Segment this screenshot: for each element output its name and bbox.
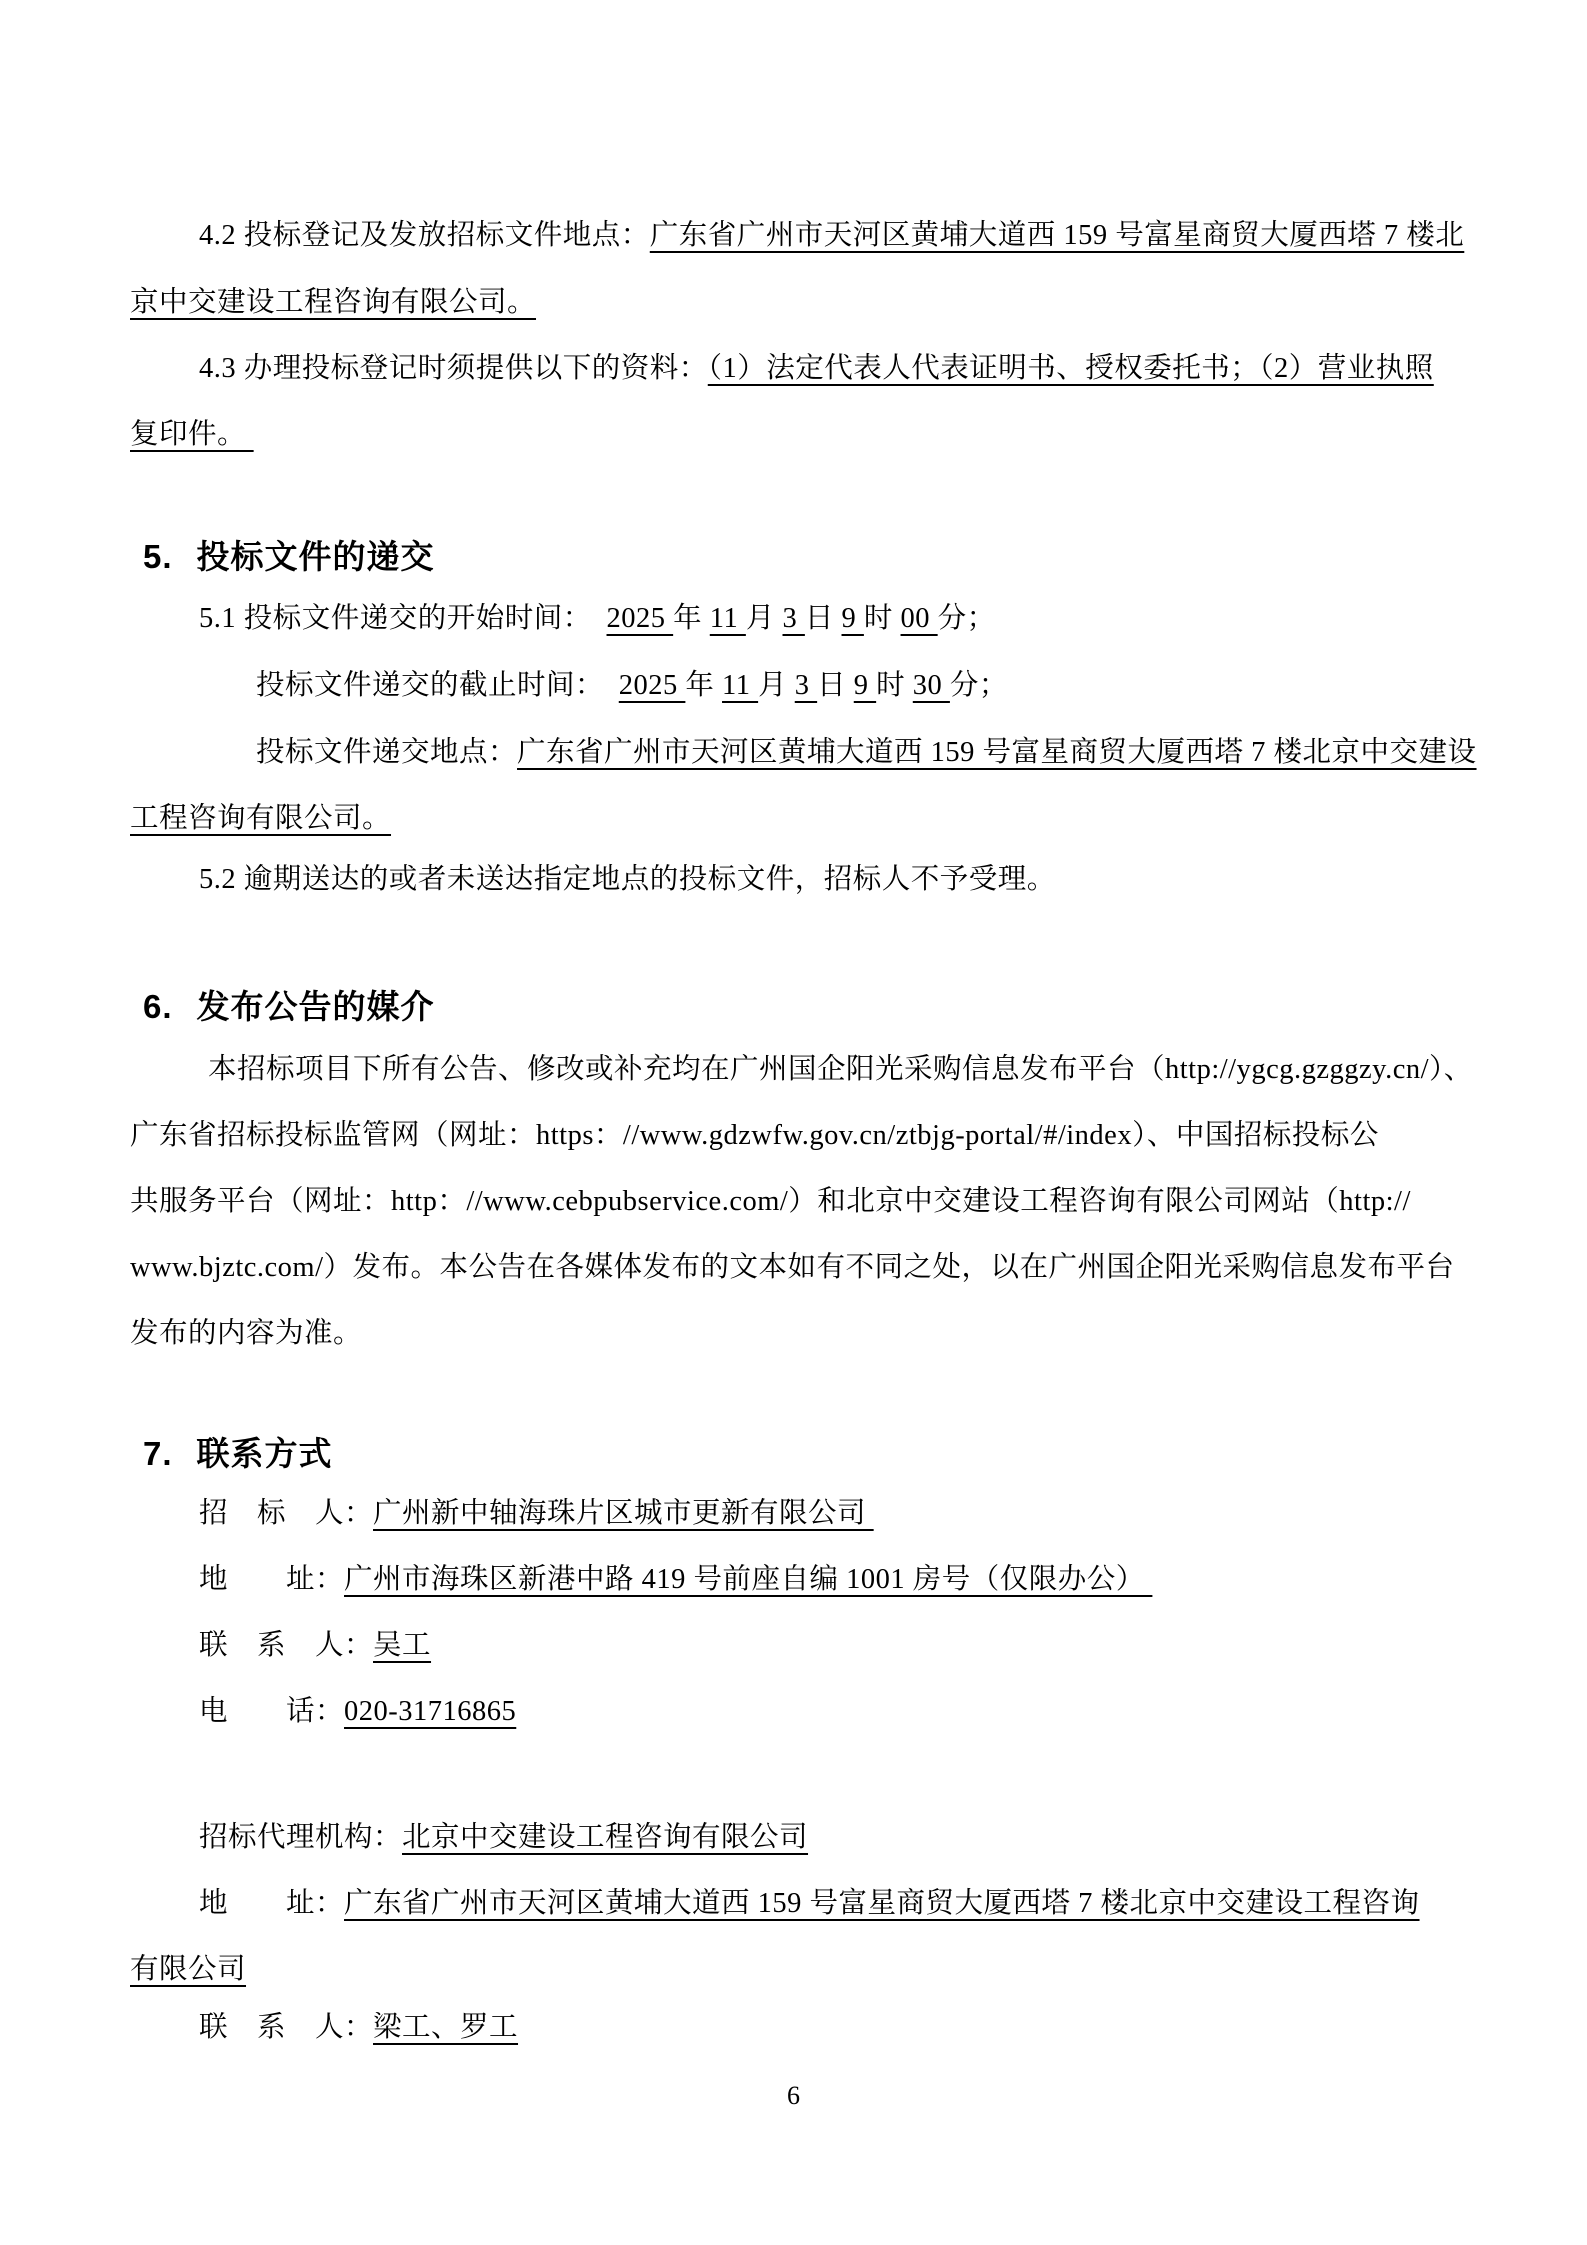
section-5-heading: [143, 531, 435, 578]
place-part1: 广东省广州市天河区黄埔大道西 159 号富星商贸大厦西塔 7 楼北京中交建设: [517, 737, 1477, 768]
start-year: 2025: [606, 603, 674, 634]
agency-label: 招标代理机构：: [199, 1822, 403, 1853]
section-7-number: 7.: [143, 1435, 173, 1472]
para-5-1-start-time: [199, 601, 996, 637]
unit-year: 年: [673, 603, 710, 634]
agency-value: 北京中交建设工程咨询有限公司: [402, 1822, 809, 1853]
media-text-2: 广东省招标投标监管网（网址：https：//www.gdzwfw.gov.cn/ztbjg-portal/#/index）、中国招标投标公: [130, 1120, 1379, 1151]
para-5-1-place-line-2: [130, 801, 391, 837]
agency-contact-label: 联 系 人：: [199, 2012, 374, 2043]
para-5-2-text: 5.2 逾期送达的或者未送达指定地点的投标文件，招标人不予受理。: [199, 864, 1056, 895]
media-para-line-3: [130, 1184, 1411, 1220]
agency-contact-row: [199, 2010, 518, 2046]
section-6-heading: [143, 981, 435, 1028]
start-month: 11: [709, 603, 746, 634]
para-5-2: [199, 862, 1056, 898]
para-4-2-address-part1: 广东省广州市天河区黄埔大道西 159 号富星商贸大厦西塔 7 楼北: [649, 220, 1465, 251]
start-minute: 00: [900, 603, 938, 634]
page-number: 6: [787, 2081, 800, 2110]
para-4-3-line-2: [130, 417, 254, 453]
para-4-2-line-2: [130, 285, 536, 321]
unit-year: 年: [685, 670, 723, 701]
unit-minute: 分；: [949, 670, 1008, 701]
para-4-3-docs-part1: （1）法定代表人代表证明书、授权委托书；（2）营业执照: [707, 353, 1434, 384]
section-6-title: 发布公告的媒介: [196, 988, 435, 1025]
para-4-2-address-part2: 京中交建设工程咨询有限公司。: [130, 287, 537, 318]
section-6-number: 6.: [143, 988, 173, 1025]
place-part2: 工程咨询有限公司。: [130, 803, 392, 834]
tenderer-value: 广州新中轴海珠片区城市更新有限公司: [373, 1498, 874, 1529]
para-5-1-end-time: [256, 668, 1008, 704]
tenderer-row: [199, 1496, 874, 1532]
section-7-title: 联系方式: [196, 1435, 333, 1472]
tenderer-contact-row: [199, 1628, 431, 1664]
tenderer-phone-label: 电 话：: [199, 1696, 345, 1727]
end-minute: 30: [912, 670, 950, 701]
para-4-2-line-1: [199, 218, 1464, 254]
media-text-3: 共服务平台（网址：http：//www.cebpubservice.com/）和北京中交建设工程咨询有限公司网站（http://: [130, 1186, 1411, 1217]
media-para-line-1: [208, 1052, 1473, 1088]
unit-hour: 时: [863, 603, 901, 634]
unit-day: 日: [804, 603, 842, 634]
para-4-2-label: 4.2 投标登记及发放招标文件地点：: [199, 220, 650, 251]
media-text-1: 本招标项目下所有公告、修改或补充均在广州国企阳光采购信息发布平台（http://ygcg.gzggzy.cn/）、: [208, 1054, 1473, 1085]
end-year: 2025: [618, 670, 686, 701]
start-day: 3: [782, 603, 805, 634]
tenderer-phone-row: [199, 1694, 516, 1730]
media-para-line-4: [130, 1250, 1455, 1286]
media-text-5: 发布的内容为准。: [130, 1318, 363, 1349]
unit-day: 日: [817, 670, 854, 701]
tenderer-address-label: 地 址：: [199, 1564, 345, 1595]
tenderer-contact-value: 吴工: [373, 1630, 432, 1661]
end-hour: 9: [853, 670, 877, 701]
section-5-number: 5.: [143, 538, 173, 575]
para-4-3-label: 4.3 办理投标登记时须提供以下的资料：: [199, 353, 708, 384]
end-time-label: 投标文件递交的截止时间：: [256, 670, 619, 701]
tenderer-phone-value: 020-31716865: [344, 1696, 517, 1727]
unit-minute: 分；: [937, 603, 996, 634]
tenderer-address-row: [199, 1562, 1152, 1598]
unit-hour: 时: [876, 670, 913, 701]
end-month: 11: [722, 670, 759, 701]
agency-address-label: 地 址：: [199, 1888, 345, 1919]
start-hour: 9: [841, 603, 864, 634]
unit-month: 月: [745, 603, 783, 634]
para-5-1-place-line-1: [256, 735, 1477, 771]
tenderer-address-value: 广州市海珠区新港中路 419 号前座自编 1001 房号（仅限办公）: [344, 1564, 1153, 1595]
media-para-line-2: [130, 1118, 1379, 1154]
agency-address-row-1: [199, 1886, 1420, 1922]
para-4-3-line-1: [199, 351, 1434, 387]
tenderer-label: 招 标 人：: [199, 1498, 374, 1529]
unit-month: 月: [758, 670, 795, 701]
para-4-3-docs-part2: 复印件。: [130, 419, 254, 450]
end-day: 3: [794, 670, 818, 701]
section-7-heading: [143, 1428, 333, 1475]
agency-address-row-2: [130, 1952, 246, 1988]
media-para-line-5: [130, 1316, 362, 1352]
agency-contact-value: 梁工、罗工: [373, 2012, 519, 2043]
media-text-4: www.bjztc.com/）发布。本公告在各媒体发布的文本如有不同之处，以在广州国企阳光采购信息发布平台: [130, 1252, 1455, 1283]
section-5-title: 投标文件的递交: [196, 538, 435, 575]
agency-address-part1: 广东省广州市天河区黄埔大道西 159 号富星商贸大厦西塔 7 楼北京中交建设工程咨询: [344, 1888, 1420, 1919]
agency-address-part2: 有限公司: [130, 1954, 247, 1985]
agency-row: [199, 1820, 808, 1856]
place-label: 投标文件递交地点：: [256, 737, 518, 768]
start-time-label: 5.1 投标文件递交的开始时间：: [199, 603, 607, 634]
tenderer-contact-label: 联 系 人：: [199, 1630, 374, 1661]
